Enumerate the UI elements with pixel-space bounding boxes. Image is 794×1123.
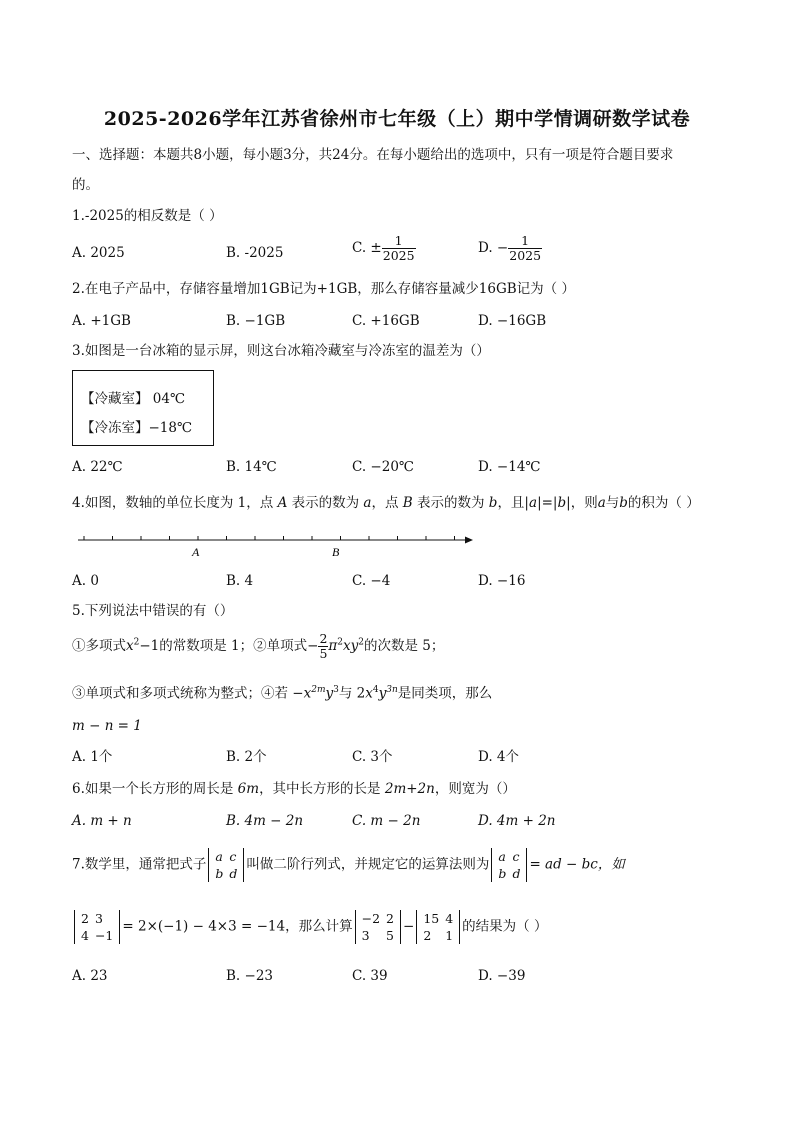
q1-stem: 1.-2025的相反数是（ ） [72,208,223,224]
q5-statement-1-2: ①多项式$x^2-1$的常数项是 1；②单项式− $\frac{2}{5}$ $\pi^2xy^2$的次数是 5； [72,631,445,661]
q5-option-c: C. 3个 [352,749,393,765]
q6-option-d: D. 4m + 2n [478,813,556,829]
number-line [70,530,480,562]
q5-statement-3-4: ③单项式和多项式统称为整式；④若 $-x^{2m}y^3$与 $2x^4y^{3n}$是同类项，那么 [72,685,493,702]
q3-option-b: B. 14℃ [226,459,277,475]
q7-option-b: B. −23 [226,968,273,984]
q3-option-d: D. −14℃ [478,459,541,475]
q6-stem: 6.如果一个长方形的周长是 6m，其中长方形的长是 2m+2n，则宽为（） [72,781,516,797]
q2-option-c: C. +16GB [352,313,420,329]
q7-option-d: D. −39 [478,968,526,984]
fridge-display [72,370,214,446]
q6-option-b: B. 4m − 2n [226,813,304,829]
q3-option-a: A. 22℃ [72,459,123,475]
q7-stem-line2: 2 3 4 −1 = 2×(−1) − 4×3 = −14，那么计算 −2 2 3 5 − 15 4 2 1 的结果为（ ） [72,910,547,944]
q4-option-c: C. −4 [352,573,391,589]
q1-option-b: B. -2025 [226,245,284,261]
det-abcd-2: a c b d [491,848,527,882]
q5-option-b: B. 2个 [226,749,267,765]
fridge-cold-room: 【冷藏室】 04℃ [81,391,186,407]
q4-stem: 4.如图，数轴的单位长度为 1，点 A 表示的数为 a，点 B 表示的数为 b，且|a|=|b|，则a与b的积为（ ） [72,495,700,511]
q4-option-b: B. 4 [226,573,254,589]
q6-option-c: C. m − 2n [352,813,421,829]
q5-option-a: A. 1个 [72,749,113,765]
section-heading-line1: 一、选择题：本题共8小题，每小题3分，共24分。在每小题给出的选项中，只有一项是符合题目要求 [72,147,674,163]
exam-title: 2025-2026学年江苏省徐州市七年级（上）期中学情调研数学试卷 [103,108,691,130]
section-heading-line2: 的。 [72,177,99,193]
q4-option-a: A. 0 [72,573,99,589]
q5-stem: 5.下列说法中错误的有（） [72,603,234,619]
q2-option-d: D. −16GB [478,313,547,329]
q7-stem-line1: 7.数学里，通常把式子 a c b d 叫做二阶行列式，并规定它的运算法则为 a c b d = ad − bc，如 [72,849,625,881]
q1-option-c: C. ± $\frac{1}{2025}$ [352,233,415,263]
q2-stem: 2.在电子产品中，存储容量增加1GB记为+1GB，那么存储容量减少16GB记为（ ） [72,281,575,297]
q1-option-a: A. 2025 [72,245,125,261]
q3-stem: 3.如图是一台冰箱的显示屏，则这台冰箱冷藏室与冷冻室的温差为（） [72,343,490,359]
det-example: 2 3 4 −1 [74,910,120,944]
number-line-label-A: A [192,545,200,559]
q6-option-a: A. m + n [72,813,132,829]
q4-option-d: D. −16 [478,573,526,589]
q2-option-a: A. +1GB [72,313,131,329]
number-line-label-B: B [332,545,340,559]
q5-statement-4-cont: m − n = 1 [72,718,142,734]
q7-option-c: C. 39 [352,968,388,984]
det-calc-1: −2 2 3 5 [355,910,401,944]
q3-option-c: C. −20℃ [352,459,415,475]
q1-option-d: D. − $\frac{1}{2025}$ [478,233,542,263]
q2-option-b: B. −1GB [226,313,286,329]
det-calc-2: 15 4 2 1 [416,910,460,944]
q5-option-d: D. 4个 [478,749,520,765]
det-abcd-1: a c b d [208,848,244,882]
fridge-freezer: 【冷冻室】−18℃ [81,420,193,436]
q7-option-a: A. 23 [72,968,108,984]
